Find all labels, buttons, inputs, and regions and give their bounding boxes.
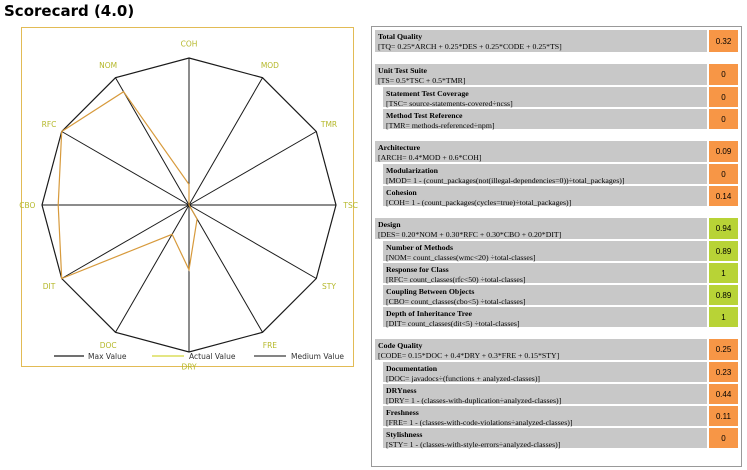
radar-axis-label-nom: NOM — [99, 61, 118, 70]
total-metric-row — [375, 30, 707, 52]
metric-name: Total Quality — [378, 32, 423, 41]
metric-formula: [CODE= 0.15*DOC + 0.4*DRY + 0.3*FRE + 0.15*STY] — [378, 350, 560, 360]
metric-name: Coupling Between Objects — [386, 287, 475, 296]
metric-formula: [COH= 1 - (count_packages(cycles=true)÷total_packages)] — [386, 197, 572, 207]
radar-chart — [19, 27, 358, 372]
metric-name: Unit Test Suite — [378, 66, 427, 75]
radar-svg — [19, 28, 358, 372]
radar-axis-label-rfc: RFC — [41, 120, 57, 130]
metric-value-badge: 0.09 — [709, 141, 738, 162]
radar-axis-label-dit: DIT — [42, 281, 56, 291]
radar-axis-label-dry: DRY — [181, 362, 197, 372]
metric-name: Modularization — [386, 166, 438, 175]
metric-formula: [DIT= count_classes(dit<5) ÷total-classes] — [386, 318, 520, 328]
radar-axis-label-tsc: TSC — [343, 201, 358, 210]
metric-name: Cohesion — [386, 188, 417, 197]
metric-name: Depth of Inheritance Tree — [386, 309, 472, 318]
sub-metric-row — [383, 307, 707, 327]
radar-axis-label-coh: COH — [180, 39, 198, 49]
metric-formula: [TSC= source-statements-covered÷ncss] — [386, 98, 513, 108]
metric-formula: [NOM= count_classes(wmc<20) ÷total-classes] — [386, 252, 536, 262]
metric-formula: [STY= 1 - (classes-with-style-errors÷analyzed-classes)] — [386, 439, 561, 449]
metric-value-badge: 1 — [709, 307, 738, 327]
metric-formula: [FRE= 1 - (classes-with-code-violations÷analyzed-classes)] — [386, 417, 573, 427]
group-metric-row — [375, 64, 707, 85]
group-metric-row — [375, 218, 707, 239]
metric-value-badge: 0 — [709, 87, 738, 107]
radar-spoke-fre — [189, 205, 263, 332]
metric-formula: [TQ= 0.25*ARCH + 0.25*DES + 0.25*CODE + 0.25*TS] — [378, 41, 562, 51]
metric-formula: [DES= 0.20*NOM + 0.30*RFC + 0.30*CBO + 0.20*DIT] — [378, 229, 562, 239]
radar-spoke-mod — [189, 78, 263, 205]
sub-metric-row — [383, 164, 707, 184]
metric-name: Documentation — [386, 364, 438, 373]
sub-metric-row — [383, 384, 707, 404]
metric-formula: [DRY= 1 - (classes-with-duplication÷analyzed-classes)] — [386, 395, 562, 405]
metric-formula: [TMR= methods-referenced÷npm] — [386, 120, 495, 130]
legend-label-medium: Medium Value — [291, 352, 344, 361]
sub-metric-row — [383, 406, 707, 426]
metric-value-badge: 0.23 — [709, 362, 738, 382]
metric-name: Statement Test Coverage — [386, 89, 469, 98]
metric-name: Freshness — [386, 408, 419, 417]
radar-spoke-dit — [62, 205, 189, 279]
radar-axis-label-mod: MOD — [260, 61, 279, 70]
radar-spoke-tmr — [189, 132, 316, 206]
metric-name: Response for Class — [386, 265, 449, 274]
metric-value-badge: 0.89 — [709, 241, 738, 261]
metric-formula: [DOC= javadocs÷(functions + analyzed-classes)] — [386, 373, 541, 383]
radar-axis-label-doc: DOC — [99, 341, 117, 350]
metric-formula: [RFC= count_classes(rfc<50) ÷total-classes] — [386, 274, 526, 284]
metric-name: Method Test Reference — [386, 111, 463, 120]
radar-spoke-sty — [189, 205, 316, 279]
sub-metric-row — [383, 428, 707, 448]
metric-value-badge: 0.89 — [709, 285, 738, 305]
radar-axis-label-cbo: CBO — [19, 201, 36, 210]
metric-formula: [ARCH= 0.4*MOD + 0.6*COH] — [378, 152, 482, 162]
metric-name: Stylishness — [386, 430, 423, 439]
metric-value-badge: 0 — [709, 428, 738, 448]
metric-name: Code Quality — [378, 341, 423, 350]
metric-formula: [TS= 0.5*TSC + 0.5*TMR] — [378, 75, 466, 85]
legend-label-actual: Actual Value — [189, 352, 236, 361]
metric-value-badge: 0.44 — [709, 384, 738, 404]
metric-value-badge: 0.32 — [709, 30, 738, 52]
group-metric-row — [375, 339, 707, 360]
metric-name: Number of Methods — [386, 243, 453, 252]
metric-formula: [MOD= 1 - (count_packages(not(illegal-dependencies=0))÷total_packages)] — [386, 175, 625, 185]
sub-metric-row — [383, 263, 707, 283]
sub-metric-row — [383, 109, 707, 129]
sub-metric-row — [383, 87, 707, 107]
sub-metric-row — [383, 186, 707, 206]
radar-actual-polygon — [58, 92, 197, 279]
metric-name: Architecture — [378, 143, 421, 152]
metric-name: Design — [378, 220, 401, 229]
page-title: Scorecard (4.0) — [4, 2, 135, 20]
radar-spoke-doc — [116, 205, 190, 332]
metric-value-badge: 1 — [709, 263, 738, 283]
metric-value-badge: 0 — [709, 109, 738, 129]
sub-metric-row — [383, 241, 707, 261]
radar-axis-label-fre: FRE — [262, 341, 278, 350]
radar-axis-label-sty: STY — [322, 281, 336, 291]
sub-metric-row — [383, 362, 707, 382]
sub-metric-row — [383, 285, 707, 305]
metric-value-badge: 0.14 — [709, 186, 738, 206]
metric-formula: [CBO= count_classes(cbo<5) ÷total-classes] — [386, 296, 526, 306]
radar-spoke-rfc — [62, 132, 189, 206]
metric-value-badge: 0.25 — [709, 339, 738, 360]
legend-label-max: Max Value — [88, 352, 127, 361]
metric-name: DRYness — [386, 386, 417, 395]
metric-value-badge: 0 — [709, 164, 738, 184]
group-metric-row — [375, 141, 707, 162]
metric-value-badge: 0 — [709, 64, 738, 85]
scorecard-panel — [371, 26, 742, 467]
metric-value-badge: 0.94 — [709, 218, 738, 239]
radar-axis-label-tmr: TMR — [320, 120, 338, 130]
metric-value-badge: 0.11 — [709, 406, 738, 426]
